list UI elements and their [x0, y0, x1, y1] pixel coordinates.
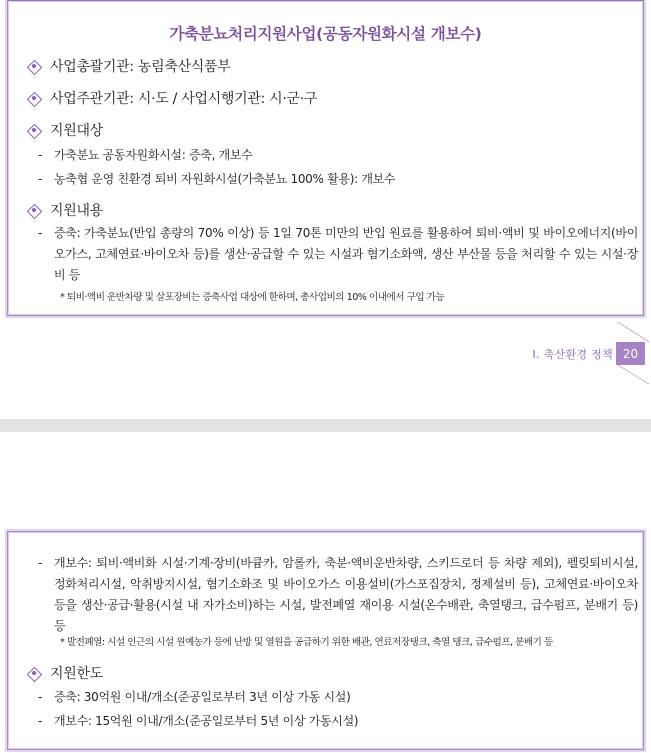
page-content-box-1	[7, 0, 644, 316]
page-title: 가축분뇨처리지원사업(공동자원화시설 개보수)	[169, 25, 482, 43]
diamond-bullet-icon	[26, 123, 41, 138]
section-heading-support-content	[26, 200, 103, 220]
heading-text: 지원대상	[50, 123, 103, 139]
dash-bullet: -	[38, 172, 43, 186]
page-separator	[0, 419, 651, 432]
diamond-bullet-icon	[26, 203, 41, 218]
page-content-box-2	[7, 531, 644, 750]
footnote: * 발전폐열: 시설 인근의 시설 원예농가 등에 난방 및 열원을 공급하기 위한 배관, 연료저장탱크, 축열 탱크, 급수펌프, 분배기 등	[60, 637, 553, 648]
section-heading-support-limit	[26, 663, 103, 683]
list-item-text: 개보수: 퇴비·액비화 시설·기계·장비(바큠카, 암롤카, 축분·액비운반차량, 스키드로더 등 차량 제외), 펠릿퇴비시설, 정화처리시설, 악취방지시설, 혐기소화조 및 바이오가스 이용설비(가스포집장치, 정제설비 등), 고체연료·바이오차 등을 생산·공급·활용(시설 내 자가소비)하는 시설, 발전폐열 재이용 시설(온수배관, 축열탱크, 급수펌프, 분배기 등) 등	[54, 556, 638, 633]
footnote: * 퇴비·액비 운반차량 및 살포장비는 증축사업 대상에 한하며, 총사업비의 10% 이내에서 구입 가능	[60, 292, 445, 303]
list-item-text: 농축협 운영 친환경 퇴비 자원화시설(가축분뇨 100% 활용): 개보수	[54, 172, 396, 186]
list-item-text: 증축: 30억원 이내/개소(준공일로부터 3년 이상 가동 시설)	[54, 690, 351, 704]
list-item	[38, 223, 638, 286]
heading-text: 지원내용	[50, 203, 103, 219]
list-item-text: 가축분뇨 공동자원화시설: 증축, 개보수	[54, 148, 253, 162]
list-item-text: 개보수: 15억원 이내/개소(준공일로부터 5년 이상 가동시설)	[54, 714, 359, 728]
section-heading-supervising-agency	[26, 56, 230, 76]
list-item	[38, 711, 638, 732]
dash-bullet: -	[38, 556, 43, 570]
list-item	[38, 169, 638, 190]
list-item-text: 증축: 가축분뇨(반입 총량의 70% 이상) 등 1일 70톤 미만의 반입 원료를 활용하여 퇴비·액비 및 바이오에너지(바이오가스, 고체연료·바이오차 등)를 생산·공급할 수 있는 시설과 혐기소화액, 생산 부산물 등을 처리할 수 있는 시설·장비 등	[54, 226, 638, 282]
dash-bullet: -	[38, 714, 43, 728]
dash-bullet: -	[38, 690, 43, 704]
dash-bullet: -	[38, 226, 43, 240]
dash-bullet: -	[38, 148, 43, 162]
list-item	[38, 145, 638, 166]
chapter-label: Ⅰ. 축산환경 정책	[532, 348, 613, 361]
heading-text: 사업주관기관: 시·도 / 사업시행기관: 시·군·구	[50, 91, 318, 107]
list-item	[38, 687, 638, 708]
list-item	[38, 553, 638, 637]
page-number-badge: 20	[616, 342, 645, 365]
section-heading-host-agency	[26, 88, 317, 108]
diamond-bullet-icon	[26, 666, 41, 681]
diamond-bullet-icon	[26, 91, 41, 106]
heading-text: 지원한도	[50, 666, 103, 682]
heading-text: 사업총괄기관: 농림축산식품부	[50, 59, 231, 75]
section-heading-support-target	[26, 120, 103, 140]
diamond-bullet-icon	[26, 59, 41, 74]
